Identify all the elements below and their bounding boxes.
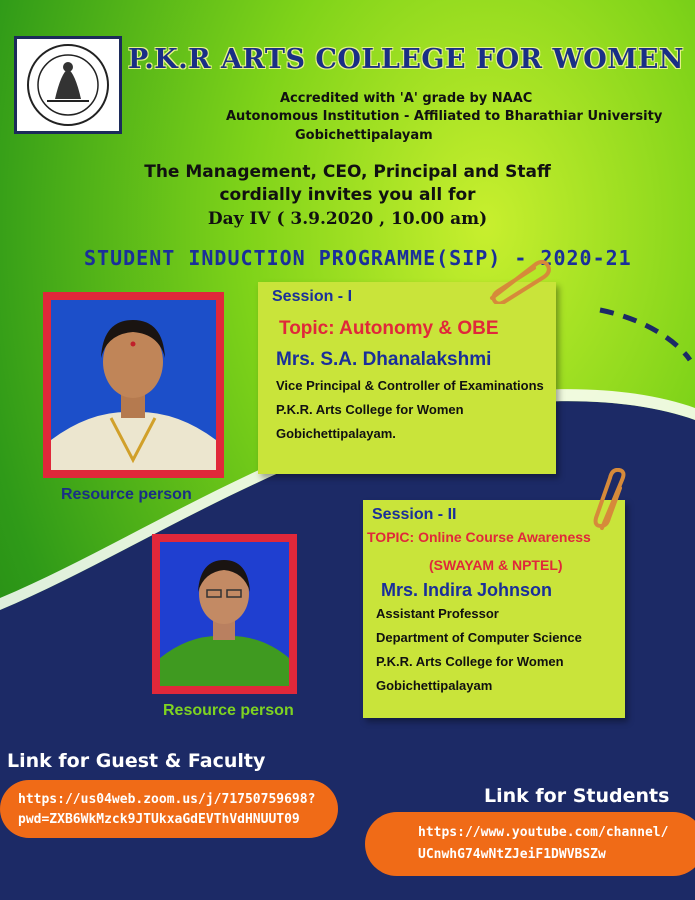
paperclip-icon xyxy=(484,256,554,304)
session-2-topic-sub: (SWAYAM & NPTEL) xyxy=(429,557,563,573)
session-1-institution: P.K.R. Arts College for Women xyxy=(276,402,464,417)
session-2-place: Gobichettipalayam xyxy=(376,678,493,693)
location-text: Gobichettipalayam xyxy=(295,128,433,143)
guest-faculty-link-heading: Link for Guest & Faculty xyxy=(7,750,266,772)
invite-day-date: Day IV ( 3.9.2020 , 10.00 am) xyxy=(207,209,488,229)
guest-link-line-2[interactable]: pwd=ZXB6WkMzck9JTUkxaGdEVThVdHNUUT09 xyxy=(18,812,300,827)
resource-person-2-photo xyxy=(152,534,297,694)
guest-faculty-zoom-link[interactable] xyxy=(0,780,338,838)
session-1-topic: Topic: Autonomy & OBE xyxy=(279,318,499,339)
student-link-line-1[interactable]: https://www.youtube.com/channel/ xyxy=(418,825,669,840)
guest-link-line-1[interactable]: https://us04web.zoom.us/j/71750759698? xyxy=(18,792,316,807)
session-2-topic-text: Online Course Awareness xyxy=(414,529,591,545)
session-2-department: Department of Computer Science xyxy=(376,630,582,645)
programme-title: STUDENT INDUCTION PROGRAMME(SIP) - 2020-21 xyxy=(84,246,632,270)
college-logo xyxy=(14,36,122,134)
session-1-label: Session - I xyxy=(272,288,353,305)
session-1-place: Gobichettipalayam. xyxy=(276,426,396,441)
college-seal-icon xyxy=(17,39,119,131)
resource-person-2-caption: Resource person xyxy=(163,702,294,719)
resource-person-1-photo xyxy=(43,292,224,478)
session-1-designation: Vice Principal & Controller of Examinations xyxy=(276,378,544,393)
portrait-1 xyxy=(51,300,216,470)
student-link-line-2[interactable]: UCnwhG74wNtZJeiF1DWVBSZw xyxy=(418,847,606,862)
portrait-2 xyxy=(160,542,289,686)
invite-line-1: The Management, CEO, Principal and Staff xyxy=(144,162,551,182)
resource-person-1-caption: Resource person xyxy=(61,486,192,503)
session-2-topic-prefix: TOPIC: xyxy=(367,529,415,545)
paperclip-icon xyxy=(592,468,632,532)
session-2-topic xyxy=(367,529,591,545)
affiliation-text: Autonomous Institution - Affiliated to Bharathiar University xyxy=(226,109,663,124)
students-link-heading: Link for Students xyxy=(484,785,670,807)
session-1-speaker: Mrs. S.A. Dhanalakshmi xyxy=(276,349,492,370)
college-name: P.K.R ARTS COLLEGE FOR WOMEN xyxy=(128,44,684,75)
students-youtube-link[interactable] xyxy=(365,812,695,876)
session-2-label: Session - II xyxy=(372,506,457,523)
accreditation-text: Accredited with 'A' grade by NAAC xyxy=(280,91,533,106)
session-2-designation: Assistant Professor xyxy=(376,606,499,621)
invite-line-2: cordially invites you all for xyxy=(219,185,476,205)
session-2-institution: P.K.R. Arts College for Women xyxy=(376,654,564,669)
session-2-speaker: Mrs. Indira Johnson xyxy=(381,580,553,600)
